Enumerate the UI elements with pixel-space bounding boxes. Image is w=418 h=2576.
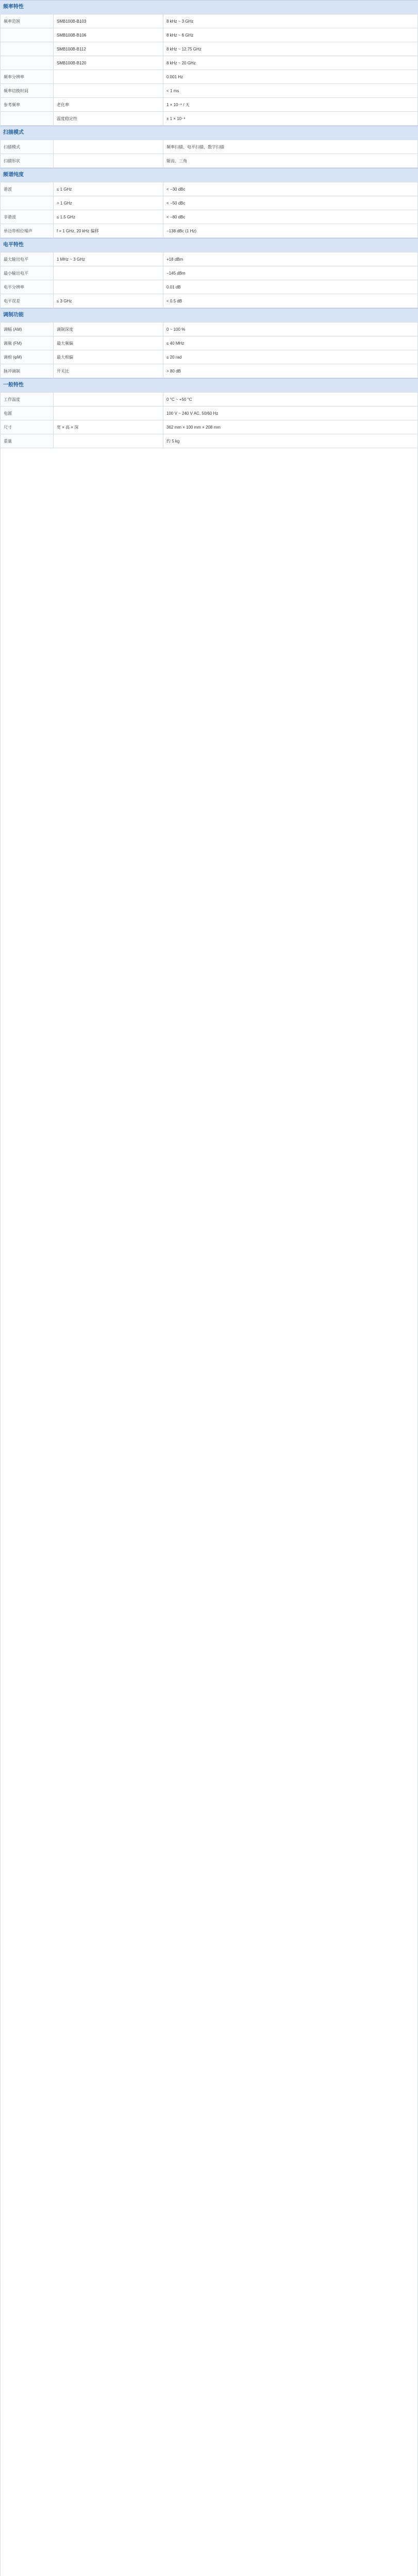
- spec-value: −145 dBm: [163, 266, 418, 280]
- spec-value: > 80 dB: [163, 364, 418, 378]
- spec-row: [1, 294, 418, 308]
- spec-row: [1, 28, 418, 42]
- spec-condition: 温度稳定性: [54, 112, 163, 126]
- spec-label: 扫描模式: [1, 140, 54, 154]
- spec-condition: [54, 84, 163, 98]
- spec-condition: [54, 154, 163, 168]
- spec-label: [1, 56, 54, 70]
- spec-table: [0, 140, 418, 168]
- spec-condition: 1 MHz ~ 3 GHz: [54, 252, 163, 266]
- spec-label: 电源: [1, 406, 54, 420]
- spec-row: [1, 14, 418, 28]
- spec-condition: [54, 434, 163, 448]
- spec-value: < 0.5 dB: [163, 294, 418, 308]
- spec-value: 0.01 dB: [163, 280, 418, 294]
- spec-value: 8 kHz ~ 6 GHz: [163, 28, 418, 42]
- spec-label: 最大输出电平: [1, 252, 54, 266]
- spec-value: 8 kHz ~ 20 GHz: [163, 56, 418, 70]
- spec-label: [1, 196, 54, 210]
- spec-row: [1, 84, 418, 98]
- spec-condition: 老化率: [54, 98, 163, 112]
- spec-value: 362 mm × 100 mm × 208 mm: [163, 420, 418, 434]
- spec-row: [1, 266, 418, 280]
- spec-label: 单边带相位噪声: [1, 224, 54, 238]
- section-title: 扫描模式: [0, 126, 418, 140]
- spec-label: 脉冲调制: [1, 364, 54, 378]
- spec-condition: 最大频偏: [54, 336, 163, 350]
- page-filler: [0, 448, 418, 2576]
- spec-value: −138 dBc (1 Hz): [163, 224, 418, 238]
- spec-row: [1, 406, 418, 420]
- spec-row: [1, 280, 418, 294]
- section-title: 一般特性: [0, 378, 418, 392]
- spec-condition: SMB100B-B120: [54, 56, 163, 70]
- spec-label: 调频 (FM): [1, 336, 54, 350]
- spec-table: [0, 14, 418, 126]
- spec-row: [1, 154, 418, 168]
- spec-row: [1, 434, 418, 448]
- spec-row: [1, 140, 418, 154]
- spec-value: 频率扫描、电平扫描、数字扫描: [163, 140, 418, 154]
- spec-label: 调相 (φM): [1, 350, 54, 364]
- spec-row: [1, 182, 418, 196]
- spec-label: 扫描形状: [1, 154, 54, 168]
- spec-label: 重量: [1, 434, 54, 448]
- spec-row: [1, 364, 418, 378]
- spec-table: [0, 182, 418, 238]
- spec-condition: [54, 280, 163, 294]
- spec-label: 调幅 (AM): [1, 323, 54, 336]
- spec-row: [1, 210, 418, 224]
- spec-label: 电平误差: [1, 294, 54, 308]
- spec-row: [1, 336, 418, 350]
- spec-label: 频率分辨率: [1, 70, 54, 84]
- spec-condition: [54, 393, 163, 406]
- spec-condition: [54, 406, 163, 420]
- spec-value: +18 dBm: [163, 252, 418, 266]
- spec-label: [1, 28, 54, 42]
- spec-label: 频率范围: [1, 14, 54, 28]
- spec-row: [1, 420, 418, 434]
- spec-label: 频率切换时间: [1, 84, 54, 98]
- spec-label: 参考频率: [1, 98, 54, 112]
- section-title: 频率特性: [0, 0, 418, 14]
- spec-condition: 调制深度: [54, 323, 163, 336]
- spec-condition: f = 1 GHz, 20 kHz 偏移: [54, 224, 163, 238]
- spec-condition: 最大相偏: [54, 350, 163, 364]
- spec-row: [1, 393, 418, 406]
- spec-value: 0 °C ~ +50 °C: [163, 393, 418, 406]
- spec-table: [0, 322, 418, 378]
- spec-condition: 宽 × 高 × 深: [54, 420, 163, 434]
- spec-row: [1, 70, 418, 84]
- spec-condition: > 1 GHz: [54, 196, 163, 210]
- spec-label: 最小输出电平: [1, 266, 54, 280]
- spec-condition: SMB100B-B103: [54, 14, 163, 28]
- spec-label: 工作温度: [1, 393, 54, 406]
- spec-value: < −30 dBc: [163, 182, 418, 196]
- spec-condition: ≤ 3 GHz: [54, 294, 163, 308]
- spec-row: [1, 350, 418, 364]
- spec-condition: [54, 70, 163, 84]
- spec-label: 尺寸: [1, 420, 54, 434]
- spec-condition: [54, 140, 163, 154]
- spec-condition: 开关比: [54, 364, 163, 378]
- spec-table: [0, 392, 418, 448]
- spec-value: < 1 ms: [163, 84, 418, 98]
- spec-condition: ≤ 1.5 GHz: [54, 210, 163, 224]
- spec-value: 锯齿、三角: [163, 154, 418, 168]
- section-title: 电平特性: [0, 238, 418, 252]
- spec-row: [1, 56, 418, 70]
- spec-condition: SMB100B-B106: [54, 28, 163, 42]
- spec-label: 谐波: [1, 182, 54, 196]
- spec-table: [0, 252, 418, 308]
- spec-condition: SMB100B-B112: [54, 42, 163, 56]
- spec-value: ≤ 40 MHz: [163, 336, 418, 350]
- spec-condition: [54, 266, 163, 280]
- spec-row: [1, 196, 418, 210]
- spec-value: 0.001 Hz: [163, 70, 418, 84]
- section-title: 调制功能: [0, 308, 418, 322]
- spec-value: 约 5 kg: [163, 434, 418, 448]
- spec-value: 1 × 10⁻⁹ / 天: [163, 98, 418, 112]
- section-title: 频谱纯度: [0, 168, 418, 182]
- spec-label: 电平分辨率: [1, 280, 54, 294]
- spec-row: [1, 112, 418, 126]
- spec-row: [1, 98, 418, 112]
- spec-row: [1, 224, 418, 238]
- spec-value: 0 ~ 100 %: [163, 323, 418, 336]
- spec-label: [1, 112, 54, 126]
- spec-row: [1, 42, 418, 56]
- spec-value: < −80 dBc: [163, 210, 418, 224]
- spec-value: 8 kHz ~ 3 GHz: [163, 14, 418, 28]
- spec-row: [1, 252, 418, 266]
- spec-label: [1, 42, 54, 56]
- spec-value: ≤ 20 rad: [163, 350, 418, 364]
- spec-value: < −50 dBc: [163, 196, 418, 210]
- spec-value: ± 1 × 10⁻⁸: [163, 112, 418, 126]
- spec-value: 8 kHz ~ 12.75 GHz: [163, 42, 418, 56]
- spec-value: 100 V ~ 240 V AC, 50/60 Hz: [163, 406, 418, 420]
- spec-condition: ≤ 1 GHz: [54, 182, 163, 196]
- spec-label: 非谐波: [1, 210, 54, 224]
- spec-row: [1, 323, 418, 336]
